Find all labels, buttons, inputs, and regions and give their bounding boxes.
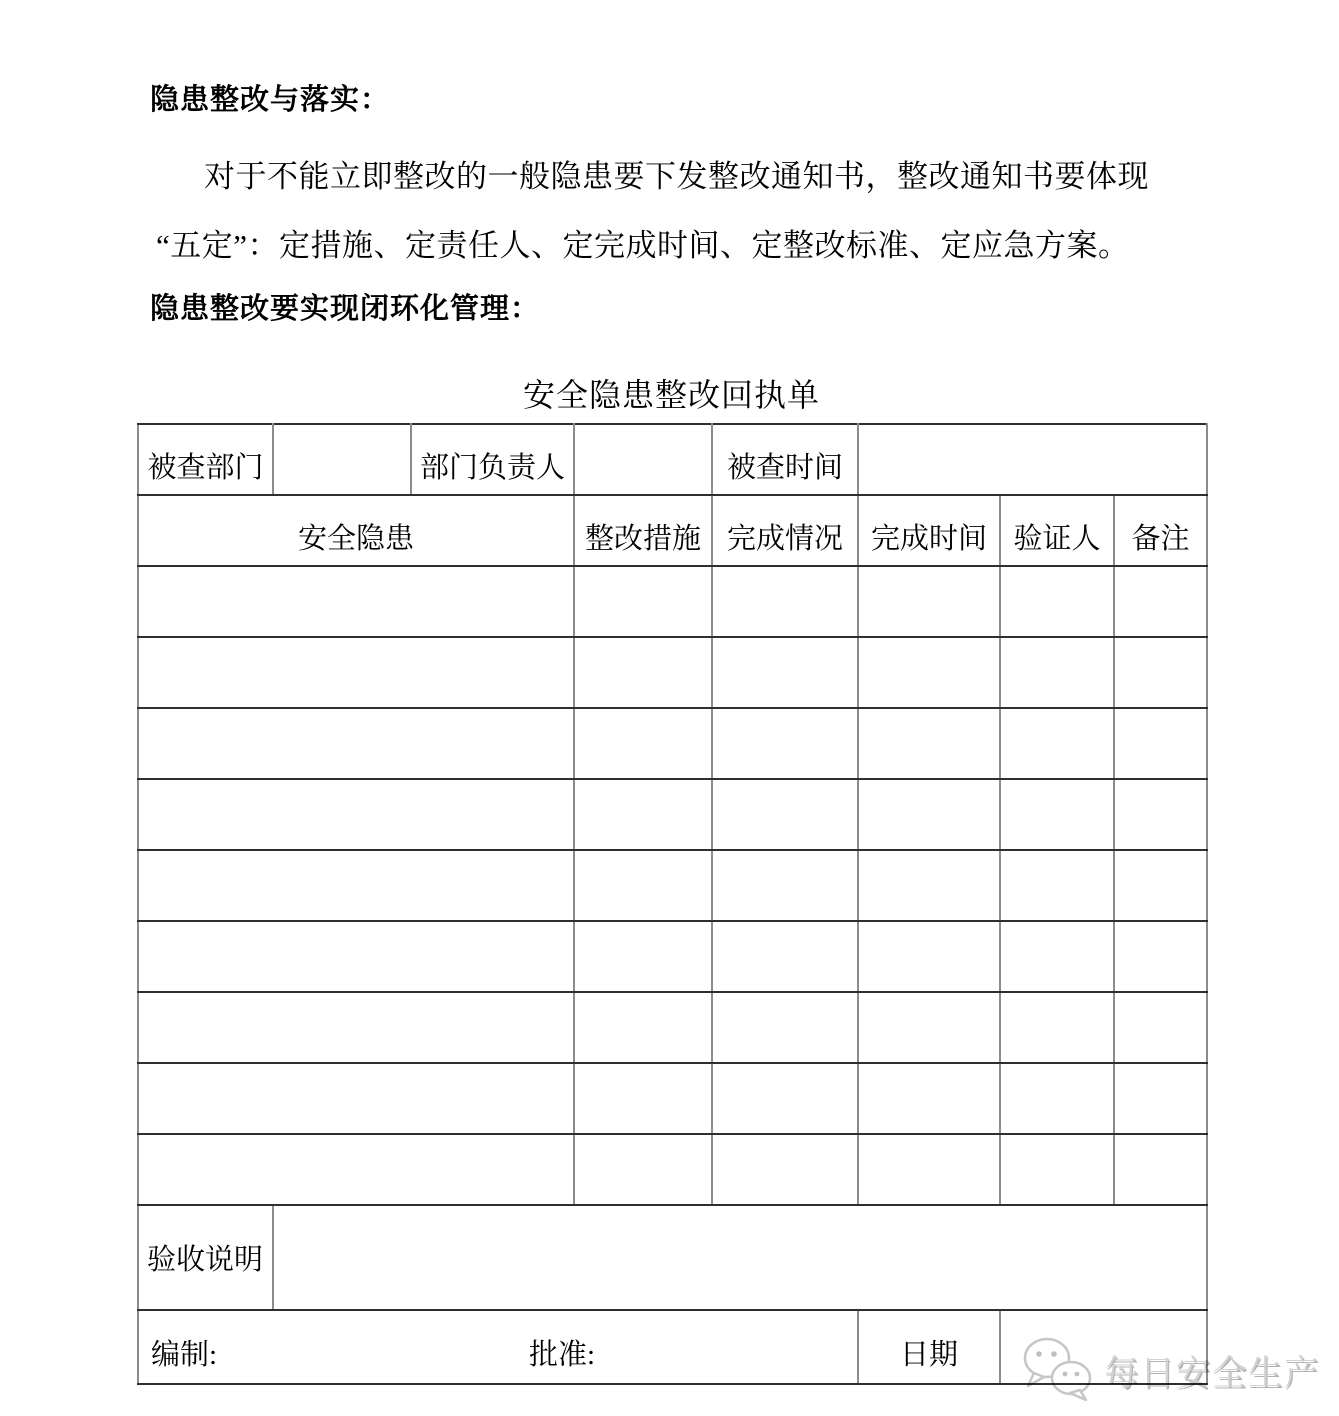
empty-cell bbox=[1000, 992, 1114, 1063]
empty-cell bbox=[138, 637, 574, 708]
empty-cell bbox=[712, 708, 858, 779]
acceptance-value bbox=[273, 1205, 1207, 1310]
empty-cell bbox=[1000, 779, 1114, 850]
acceptance-row bbox=[138, 1205, 1207, 1310]
empty-cell bbox=[1000, 708, 1114, 779]
empty-cell bbox=[858, 779, 1000, 850]
empty-cell bbox=[1114, 779, 1207, 850]
empty-cell bbox=[712, 779, 858, 850]
empty-cell bbox=[138, 921, 574, 992]
empty-cell bbox=[1000, 850, 1114, 921]
inspection-time-label: 被查时间 bbox=[712, 424, 858, 495]
table-row bbox=[138, 708, 1207, 779]
column-header-row bbox=[138, 495, 1207, 566]
table-row bbox=[138, 992, 1207, 1063]
empty-cell bbox=[1114, 1134, 1207, 1205]
empty-cell bbox=[574, 779, 712, 850]
empty-cell bbox=[712, 1063, 858, 1134]
empty-cell bbox=[858, 1063, 1000, 1134]
empty-cell bbox=[712, 850, 858, 921]
column-header-measures: 整改措施 bbox=[574, 495, 712, 566]
empty-cell bbox=[1114, 1063, 1207, 1134]
column-header-hazard: 安全隐患 bbox=[138, 495, 574, 566]
table-row bbox=[138, 566, 1207, 637]
info-row bbox=[138, 424, 1207, 495]
inspected-dept-value bbox=[273, 424, 411, 495]
empty-cell bbox=[1000, 921, 1114, 992]
empty-cell bbox=[858, 637, 1000, 708]
empty-cell bbox=[138, 708, 574, 779]
empty-cell bbox=[574, 1134, 712, 1205]
hazard-table-body bbox=[138, 566, 1207, 1205]
empty-cell bbox=[138, 992, 574, 1063]
empty-cell bbox=[574, 921, 712, 992]
empty-cell bbox=[1000, 1063, 1114, 1134]
heading-rectification-implementation: 隐患整改与落实： bbox=[150, 84, 391, 116]
empty-cell bbox=[712, 637, 858, 708]
empty-cell bbox=[574, 566, 712, 637]
date-label: 日期 bbox=[858, 1310, 1000, 1384]
heading-closed-loop-management: 隐患整改要实现闭环化管理： bbox=[150, 293, 541, 325]
empty-cell bbox=[138, 779, 574, 850]
paragraph-line-2: “五定”：定措施、定责任人、定完成时间、定整改标准、定应急方案。 bbox=[156, 228, 1130, 263]
empty-cell bbox=[574, 850, 712, 921]
empty-cell bbox=[1114, 850, 1207, 921]
table-row bbox=[138, 1134, 1207, 1205]
table-row bbox=[138, 850, 1207, 921]
empty-cell bbox=[138, 1063, 574, 1134]
empty-cell bbox=[574, 992, 712, 1063]
empty-cell bbox=[712, 921, 858, 992]
empty-cell bbox=[574, 708, 712, 779]
table-row bbox=[138, 1063, 1207, 1134]
hazard-rectification-table bbox=[137, 423, 1208, 1385]
prepared-by-label: 编制: bbox=[151, 1339, 218, 1371]
empty-cell bbox=[712, 992, 858, 1063]
paragraph-line-1: 对于不能立即整改的一般隐患要下发整改通知书，整改通知书要体现 bbox=[204, 159, 1149, 194]
empty-cell bbox=[1114, 708, 1207, 779]
dept-manager-label: 部门负责人 bbox=[411, 424, 574, 495]
empty-cell bbox=[1000, 637, 1114, 708]
empty-cell bbox=[858, 992, 1000, 1063]
footer-row bbox=[138, 1310, 1207, 1384]
empty-cell bbox=[138, 850, 574, 921]
column-header-completion-time: 完成时间 bbox=[858, 495, 1000, 566]
table-row bbox=[138, 779, 1207, 850]
empty-cell bbox=[858, 708, 1000, 779]
watermark-text: 每日安全生产 bbox=[1104, 1354, 1321, 1393]
empty-cell bbox=[858, 921, 1000, 992]
empty-cell bbox=[1000, 1134, 1114, 1205]
column-header-completion-status: 完成情况 bbox=[712, 495, 858, 566]
table-row bbox=[138, 921, 1207, 992]
footer-signoff-cell bbox=[138, 1310, 858, 1384]
empty-cell bbox=[1114, 992, 1207, 1063]
inspected-dept-label: 被查部门 bbox=[138, 424, 273, 495]
dept-manager-value bbox=[574, 424, 712, 495]
empty-cell bbox=[574, 1063, 712, 1134]
footer-empty-cell bbox=[1000, 1310, 1207, 1384]
empty-cell bbox=[858, 1134, 1000, 1205]
approved-by-label: 批准: bbox=[529, 1339, 596, 1371]
empty-cell bbox=[858, 850, 1000, 921]
empty-cell bbox=[858, 566, 1000, 637]
column-header-remarks: 备注 bbox=[1114, 495, 1207, 566]
empty-cell bbox=[138, 1134, 574, 1205]
empty-cell bbox=[1114, 921, 1207, 992]
empty-cell bbox=[712, 566, 858, 637]
acceptance-label: 验收说明 bbox=[138, 1205, 273, 1310]
empty-cell bbox=[138, 566, 574, 637]
column-header-verifier: 验证人 bbox=[1000, 495, 1114, 566]
table-row bbox=[138, 637, 1207, 708]
empty-cell bbox=[574, 637, 712, 708]
empty-cell bbox=[1114, 637, 1207, 708]
table-title: 安全隐患整改回执单 bbox=[522, 377, 820, 413]
empty-cell bbox=[1000, 566, 1114, 637]
empty-cell bbox=[712, 1134, 858, 1205]
inspection-time-value bbox=[858, 424, 1207, 495]
empty-cell bbox=[1114, 566, 1207, 637]
